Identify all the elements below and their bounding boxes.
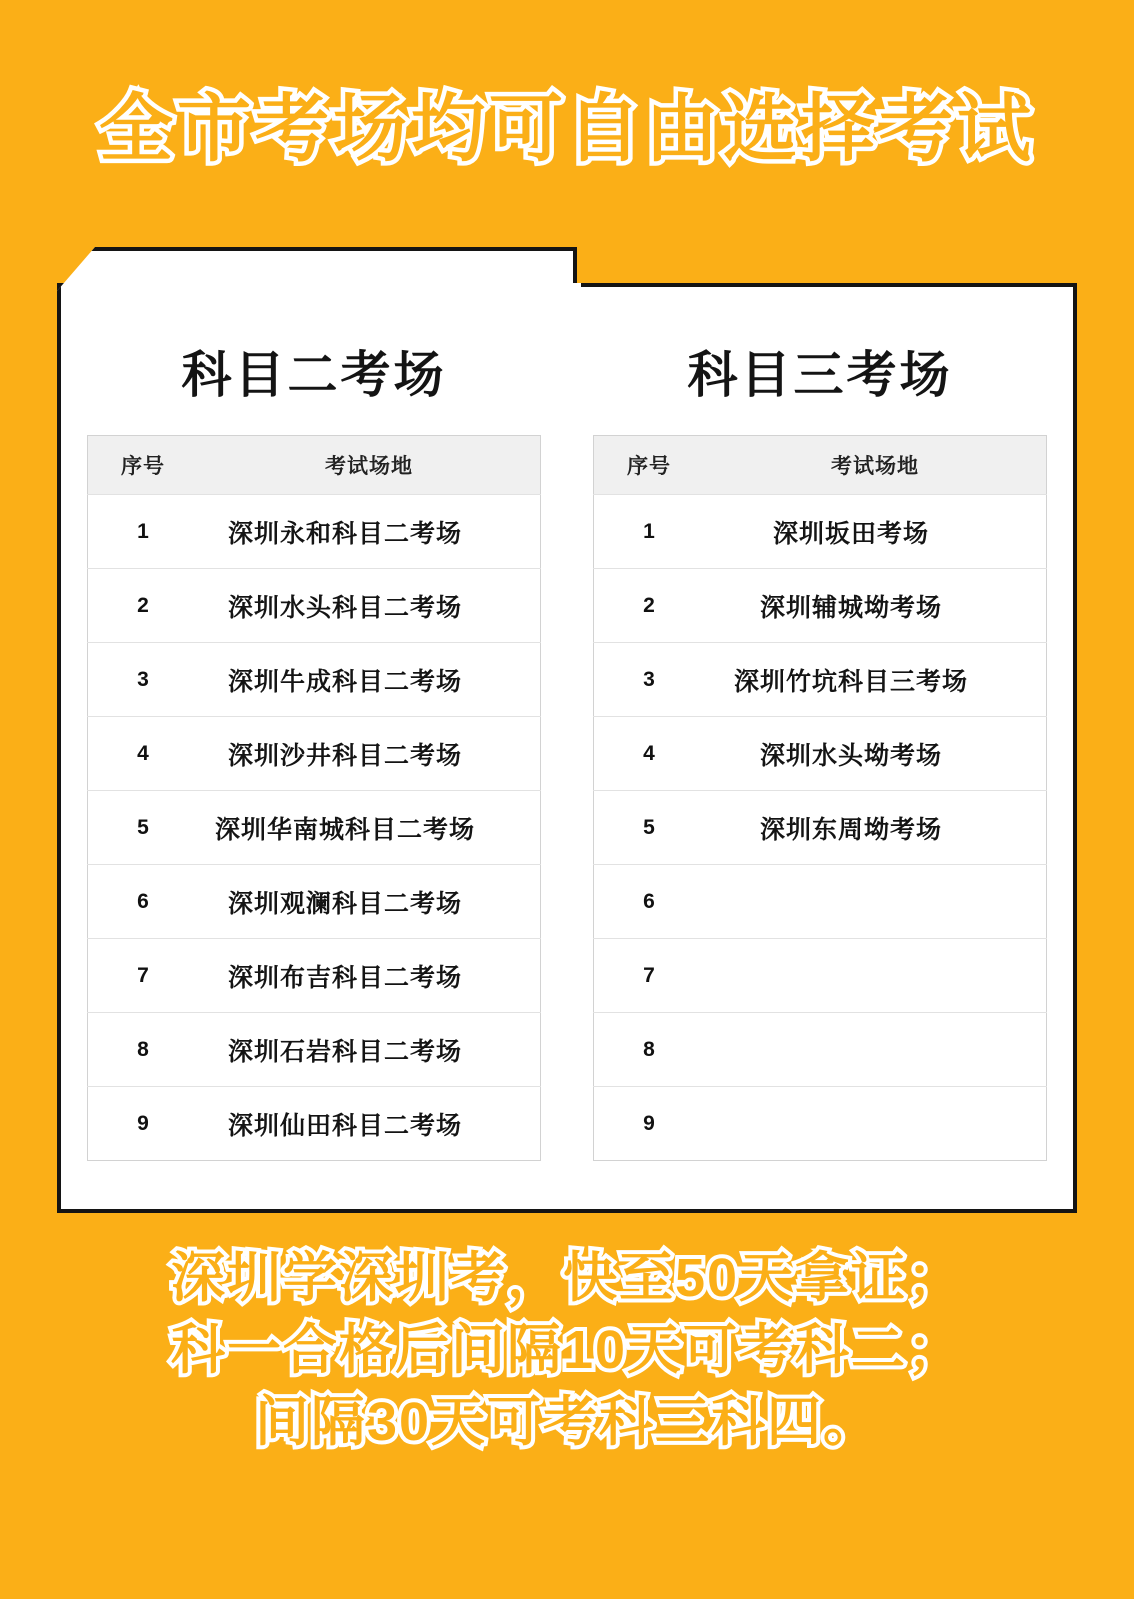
table-row xyxy=(594,569,1047,643)
table-head xyxy=(594,436,1047,495)
row-index: 2 xyxy=(594,569,705,643)
card-notch-mask xyxy=(567,283,581,295)
table-row xyxy=(88,791,541,865)
slogan-block xyxy=(0,1243,1134,1458)
table-row xyxy=(88,717,541,791)
column-title-subject-three: 科目三考场 xyxy=(687,347,953,403)
row-venue: 深圳东周坳考场 xyxy=(704,791,1047,865)
row-venue: 深圳仙田科目二考场 xyxy=(227,1111,462,1140)
table-row xyxy=(594,865,1047,939)
row-venue xyxy=(704,939,1047,1013)
row-venue: 深圳永和科目二考场 xyxy=(198,495,541,569)
column-header-venue: 考试场地 xyxy=(198,436,541,495)
row-index: 3 xyxy=(594,643,705,717)
column-header-index: 序号 xyxy=(594,436,705,495)
row-venue: 深圳石岩科目二考场 xyxy=(198,1013,541,1087)
slogan-line-2: 科一合格后间隔10天可考科二； xyxy=(170,1319,964,1380)
row-index: 4 xyxy=(88,717,199,791)
table-header-row xyxy=(594,436,1047,495)
row-venue: 深圳水头坳考场 xyxy=(704,717,1047,791)
row-venue xyxy=(704,1087,1047,1161)
column-header-index: 序号 xyxy=(88,436,199,495)
row-index: 5 xyxy=(88,791,199,865)
row-venue xyxy=(704,1013,1047,1087)
row-venue: 深圳布吉科目二考场 xyxy=(198,939,541,1013)
slogan-line-3: 间隔30天可考科三科四。 xyxy=(254,1391,880,1452)
table-body xyxy=(88,495,541,1161)
row-index: 6 xyxy=(594,865,705,939)
row-venue: 深圳华南城科目二考场 xyxy=(198,791,541,865)
page-title: 全市考场均可自由选择考试 xyxy=(99,87,1035,170)
card-notch-decoration xyxy=(57,247,577,291)
column-title-subject-two: 科目二考场 xyxy=(181,347,447,403)
row-venue: 深圳水头科目二考场 xyxy=(198,569,541,643)
row-venue: 深圳观澜科目二考场 xyxy=(198,865,541,939)
table-row xyxy=(594,643,1047,717)
venues-table-subject-two xyxy=(87,435,541,1161)
row-venue: 深圳竹坑科目三考场 xyxy=(704,643,1047,717)
table-row xyxy=(88,865,541,939)
row-index: 1 xyxy=(88,495,199,569)
table-row xyxy=(88,495,541,569)
row-index: 4 xyxy=(594,717,705,791)
column-header-venue: 考试场地 xyxy=(704,436,1047,495)
row-index: 1 xyxy=(594,495,705,569)
row-venue: 深圳牛成科目二考场 xyxy=(198,643,541,717)
row-venue: 深圳沙井科目二考场 xyxy=(198,717,541,791)
row-index: 7 xyxy=(594,939,705,1013)
row-index: 3 xyxy=(88,643,199,717)
table-row xyxy=(594,1013,1047,1087)
row-index: 8 xyxy=(88,1013,199,1087)
table-body xyxy=(594,495,1047,1161)
table-row xyxy=(88,1013,541,1087)
table-header-row xyxy=(88,436,541,495)
venues-table-subject-three xyxy=(593,435,1047,1161)
table-row xyxy=(594,495,1047,569)
row-index: 7 xyxy=(88,939,199,1013)
row-venue: 深圳坂田考场 xyxy=(704,495,1047,569)
row-index: 5 xyxy=(594,791,705,865)
headline-container xyxy=(0,88,1134,169)
table-row xyxy=(594,1087,1047,1161)
row-index: 6 xyxy=(88,865,199,939)
row-index: 8 xyxy=(594,1013,705,1087)
venues-card xyxy=(57,283,1077,1213)
slogan-line-1: 深圳学深圳考，快至50天拿证； xyxy=(170,1248,964,1308)
table-row xyxy=(594,791,1047,865)
table-row xyxy=(594,717,1047,791)
row-index: 2 xyxy=(88,569,199,643)
row-venue: 深圳辅城坳考场 xyxy=(704,569,1047,643)
row-index: 9 xyxy=(137,1111,149,1135)
venues-columns xyxy=(61,287,1073,1209)
table-row xyxy=(88,1087,541,1161)
table-row xyxy=(88,569,541,643)
column-subject-three xyxy=(567,287,1073,1209)
table-row xyxy=(594,939,1047,1013)
table-row xyxy=(88,643,541,717)
table-row xyxy=(88,939,541,1013)
column-subject-two xyxy=(61,287,567,1209)
table-head xyxy=(88,436,541,495)
row-index: 9 xyxy=(643,1111,655,1135)
row-venue xyxy=(704,865,1047,939)
